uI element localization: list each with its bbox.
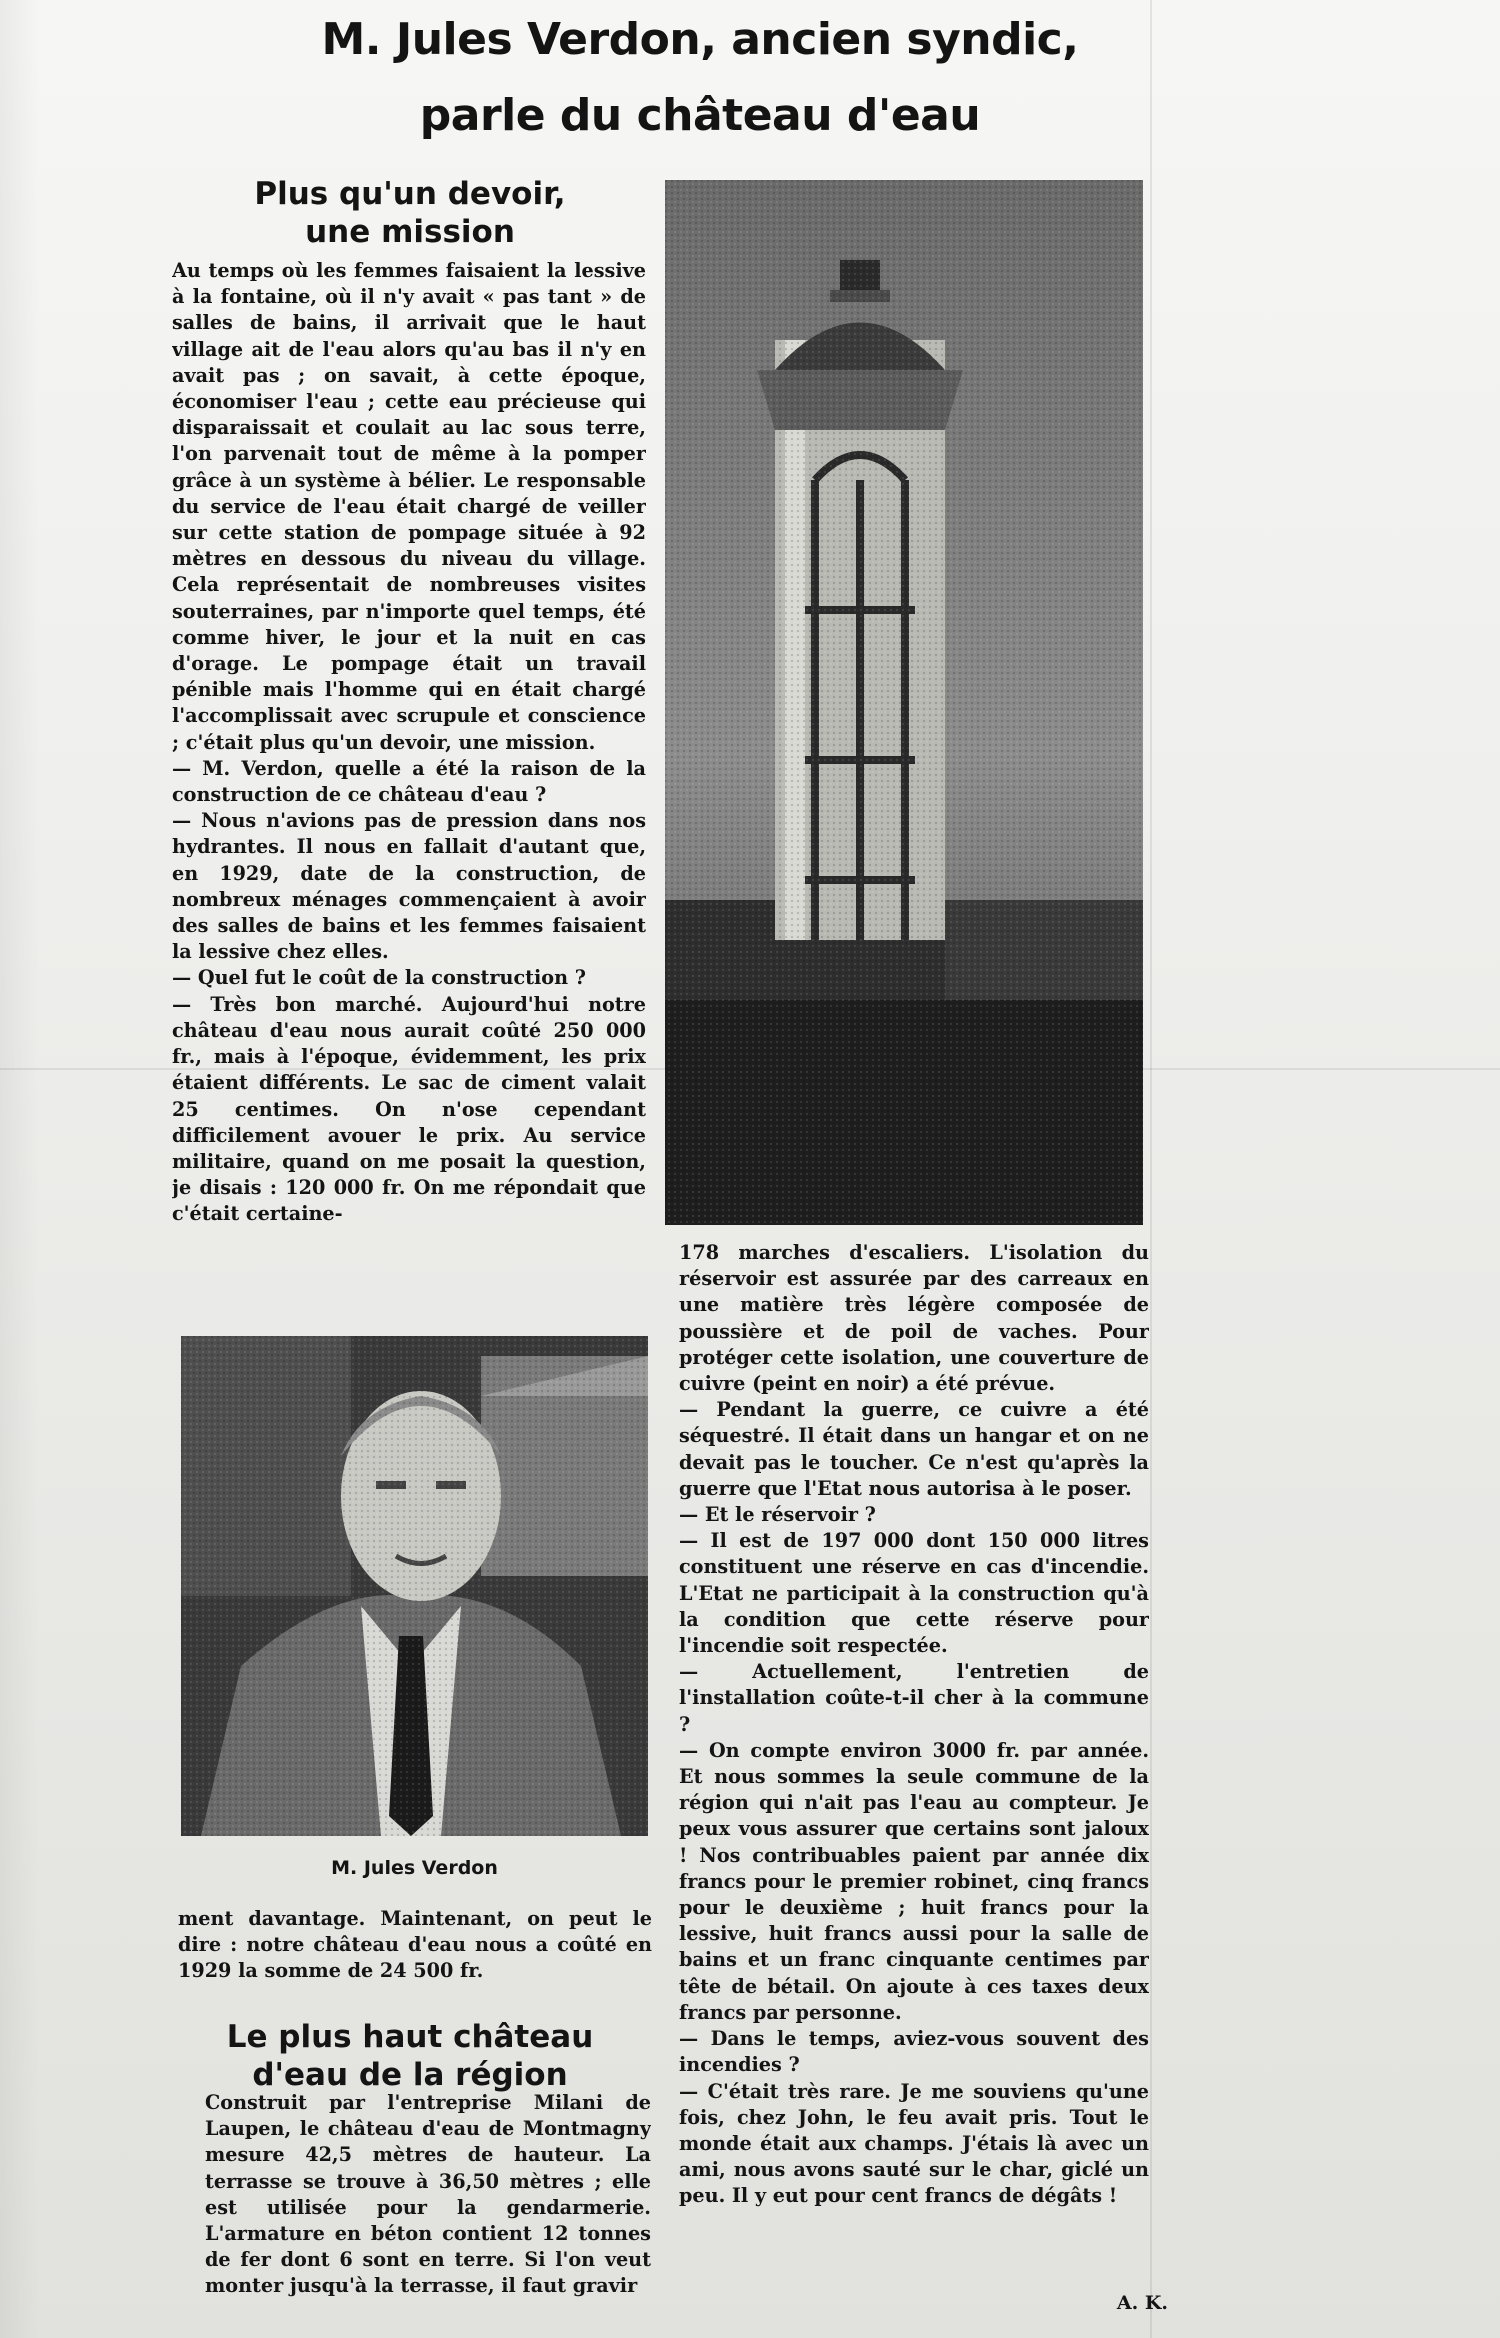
column-1-continued: ment davantage. Maintenant, on peut le dire : notre château d'eau nous a coûté en 1929 la somme de 24 500 fr.: [178, 1907, 652, 1983]
photo-caption: M. Jules Verdon: [331, 1857, 498, 1879]
headline-line-1: M. Jules Verdon, ancien syndic,: [321, 14, 1079, 65]
section-title-highest-tower: Le plus haut château d'eau de la région: [226, 2019, 594, 2093]
section-title-mission: Plus qu'un devoir, une mission: [254, 176, 566, 250]
water-tower-photo: [665, 180, 1143, 1225]
author-initials: A. K.: [1116, 2292, 1168, 2314]
column-1-section-2-body: Construit par l'entreprise Milani de Laupen, le château d'eau de Montmagny mesure 42,5 mètres de hauteur. La terrasse se trouve à 36,50 mètres ; elle est utilisée pour la gendarmerie. L'armature en béton contient 12 tonnes de fer dont 6 sont en terre. Si l'on veut monter jusqu'à la terrasse, il faut gravir: [205, 2091, 651, 2298]
headline-line-2: parle du château d'eau: [419, 90, 981, 141]
jules-verdon-portrait-photo: [181, 1336, 648, 1836]
fold-crease-vertical: [1150, 0, 1152, 2338]
column-1-body: Au temps où les femmes faisaient la lessive à la fontaine, où il n'y avait « pas tant » de salles de bains, il arrivait que le haut village ait de l'eau alors qu'au bas il n'y en avait pas ; on savait, à cette époque, économiser l'eau ; cette eau précieuse qui disparaissait et coulait au lac sous terre, l'on parvenait tout de même à la pomper grâce à un système à bélier. Le responsable du service de l'eau était chargé de veiller sur cette station de pompage située à 92 mètres en dessous du niveau du village. Cela représentait de nombreuses visites souterraines, par n'importe quel temps, été comme hiver, le jour et la nuit en cas d'orage. Le pompage était un travail pénible mais l'homme qui en était chargé l'accomplissait avec scrupule et conscience ; c'était plus qu'un devoir, une mission. — M. Verdon, quelle a été la raison de la construction de ce château d'eau ? — Nous n'avions pas de pression dans nos hydrantes. Il nous en fallait d'autant que, en 1929, date de la construction, de nombreux ménages commençaient à avoir des salles de bains et les femmes faisaient la lessive chez elles. — Quel fut le coût de la construction ? — Très bon marché. Aujourd'hui notre château d'eau nous aurait coûté 250 000 fr., mais à l'époque, évidemment, les prix étaient différents. Le sac de ciment valait 25 centimes. On n'ose cependant difficilement avouer le prix. Au service militaire, quand on me posait la question, je disais : 120 000 fr. On me répondait que c'était certaine-: [172, 259, 646, 1226]
column-2-body: 178 marches d'escaliers. L'isolation du réservoir est assurée par des carreaux en une matière très légère composée de poussière et de poil de vaches. Pour protéger cette isolation, une couverture de cuivre (peint en noir) a été prévue. — Pendant la guerre, ce cuivre a été séquestré. Il était dans un hangar et on ne devait pas le toucher. Ce n'est qu'après la guerre que l'Etat nous autorisa à le poser. — Et le réservoir ? — Il est de 197 000 dont 150 000 litres constituent une réserve en cas d'incendie. L'Etat ne participait à la construction qu'à la condition que cette réserve pour l'incendie soit respectée. — Actuellement, l'entretien de l'installation coûte-t-il cher à la commune ? — On compte environ 3000 fr. par année. Et nous sommes la seule commune de la région qui n'ait pas l'eau au compteur. Je peux vous assurer que certains sont jaloux ! Nos contribuables paient par année dix francs pour le premier robinet, cinq francs pour le deuxième ; huit francs pour la lessive, huit francs aussi pour la salle de bains et un franc cinquante centimes par tête de bétail. On ajoute à ces taxes deux francs par personne. — Dans le temps, aviez-vous souvent des incendies ? — C'était très rare. Je me souviens qu'une fois, chez John, le feu avait pris. Tout le monde était aux champs. J'étais là avec un ami, nous avons sauté sur le char, giclé un peu. Il y eut pour cent francs de dégâts !: [679, 1241, 1149, 2208]
